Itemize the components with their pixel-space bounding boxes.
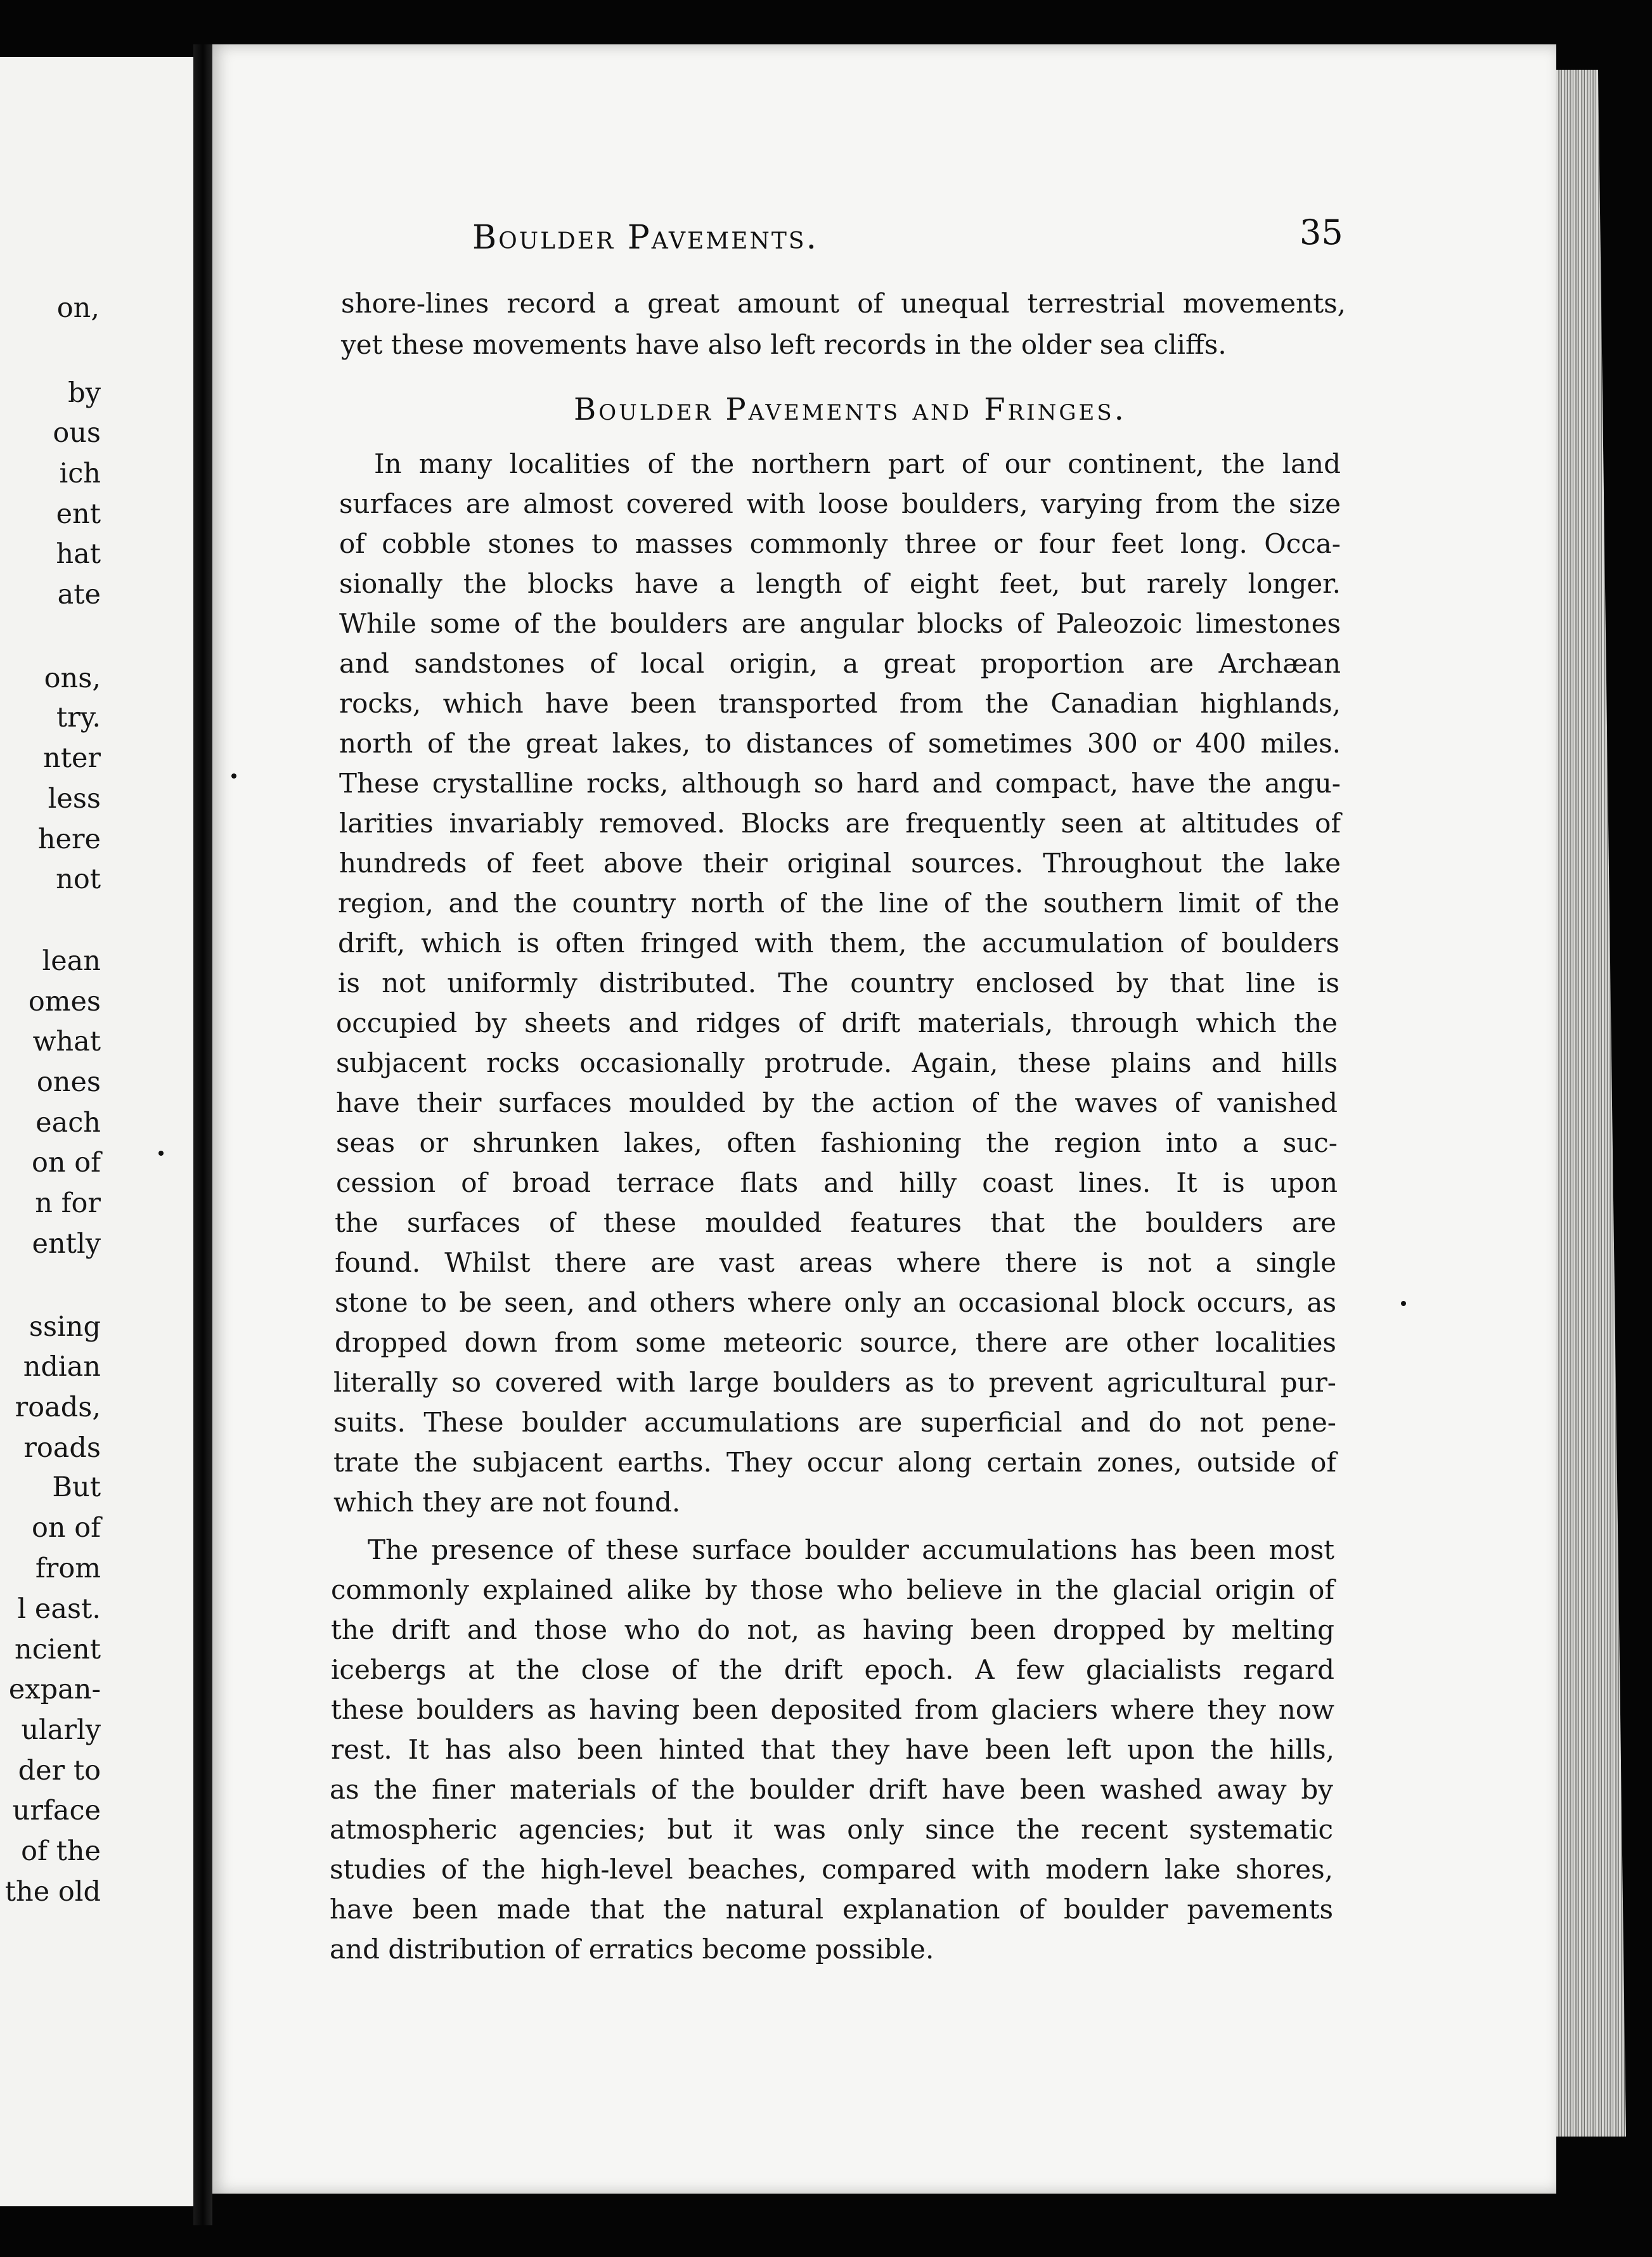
- left-page-fragment: here: [37, 824, 101, 855]
- body-line: hundreds of feet above their original sources. Throughout the lake: [339, 848, 1341, 879]
- left-page-fragment: on,: [56, 292, 100, 324]
- body-line: cession of broad terrace flats and hilly coast lines. It is upon: [336, 1167, 1338, 1198]
- book-gutter: [193, 44, 212, 2225]
- left-page-fragment: try.: [56, 702, 101, 734]
- left-page-fragment: ndian: [23, 1351, 101, 1383]
- left-page-fragment: roads,: [15, 1392, 101, 1423]
- body-line: drift, which is often fringed with them, the accumulation of boulders: [338, 928, 1339, 959]
- left-page-fragment: ous: [53, 417, 101, 449]
- page-stack-edge: [1556, 70, 1626, 2137]
- left-page-fragment: the old: [4, 1876, 101, 1908]
- page-number: 35: [1300, 212, 1343, 252]
- left-page-fragment: by: [68, 377, 101, 409]
- section-title: Boulder Pavements and Fringes.: [574, 392, 1126, 427]
- body-line: subjacent rocks occasionally protrude. Again, these plains and hills: [336, 1047, 1338, 1078]
- body-line: larities invariably removed. Blocks are frequently seen at altitudes of: [339, 808, 1341, 839]
- body-line: These crystalline rocks, although so hard and compact, have the angu-: [339, 768, 1341, 799]
- left-page-fragment: ate: [57, 579, 101, 611]
- left-page-fragment: omes: [28, 986, 101, 1018]
- body-line: shore-lines record a great amount of unequal terrestrial movements,: [341, 288, 1346, 319]
- left-page-fragment: expan-: [8, 1674, 101, 1705]
- left-page-edge: [0, 57, 193, 2206]
- body-line: icebergs at the close of the drift epoch. A few glacialists regard: [331, 1654, 1334, 1685]
- left-page-fragment: roads: [23, 1432, 101, 1464]
- left-page-fragment: hat: [56, 538, 101, 570]
- body-line: stone to be seen, and others where only an occasional block occurs, as: [335, 1287, 1336, 1318]
- body-line: the drift and those who do not, as having been dropped by melting: [331, 1614, 1334, 1645]
- body-line: rest. It has also been hinted that they have been left upon the hills,: [331, 1734, 1334, 1765]
- body-line: these boulders as having been deposited from glaciers where they now: [331, 1694, 1334, 1725]
- body-line: dropped down from some meteoric source, there are other localities: [335, 1327, 1336, 1358]
- ink-speck: [231, 773, 236, 779]
- left-page-fragment: ncient: [15, 1634, 101, 1665]
- left-page-fragment: ons,: [44, 663, 101, 694]
- body-line: is not uniformly distributed. The country enclosed by that line is: [338, 967, 1339, 999]
- left-page-fragment: ent: [56, 498, 101, 530]
- body-line: north of the great lakes, to distances of sometimes 300 or 400 miles.: [339, 728, 1341, 759]
- body-line: and sandstones of local origin, a great proportion are Archæan: [339, 648, 1341, 679]
- left-page-fragment: each: [35, 1107, 101, 1139]
- body-line: found. Whilst there are vast areas where there is not a single: [335, 1247, 1336, 1278]
- body-line: yet these movements have also left records in the older sea cliffs.: [341, 329, 1227, 360]
- body-line: as the finer materials of the boulder drift have been washed away by: [330, 1774, 1333, 1805]
- left-page-fragment: urface: [12, 1795, 101, 1827]
- body-line: seas or shrunken lakes, often fashioning the region into a suc-: [336, 1127, 1338, 1158]
- left-page-fragment: nter: [43, 742, 101, 774]
- left-page-fragment: n for: [35, 1187, 101, 1219]
- left-page-fragment: from: [35, 1553, 101, 1584]
- body-line: which they are not found.: [333, 1487, 681, 1518]
- body-line: surfaces are almost covered with loose boulders, varying from the size: [339, 488, 1341, 519]
- body-line: literally so covered with large boulders as to prevent agricultural pur-: [333, 1367, 1336, 1398]
- body-line: atmospheric agencies; but it was only since the recent systematic: [330, 1814, 1333, 1845]
- left-page-fragment: But: [52, 1471, 101, 1503]
- body-line: region, and the country north of the line of the southern limit of the: [338, 888, 1339, 919]
- ink-speck: [158, 1151, 164, 1156]
- left-page-fragment: on of: [31, 1512, 101, 1544]
- left-page-fragment: of the: [21, 1835, 101, 1867]
- left-page-fragment: ssing: [29, 1311, 101, 1343]
- left-page-fragment: lean: [42, 945, 101, 977]
- body-line: suits. These boulder accumulations are superficial and do not pene-: [333, 1407, 1336, 1438]
- body-line: In many localities of the northern part of our continent, the land: [374, 448, 1341, 479]
- left-page-fragment: der to: [18, 1755, 101, 1787]
- ink-speck: [1401, 1301, 1406, 1306]
- body-line: The presence of these surface boulder accumulations has been most: [368, 1534, 1334, 1565]
- running-head: Boulder Pavements.: [472, 219, 819, 257]
- body-line: of cobble stones to masses commonly three or four feet long. Occa-: [339, 528, 1341, 559]
- body-line: the surfaces of these moulded features that the boulders are: [335, 1207, 1336, 1238]
- left-page-fragment: ently: [32, 1228, 101, 1260]
- body-line: occupied by sheets and ridges of drift materials, through which the: [336, 1007, 1338, 1038]
- left-page-fragment: ich: [59, 458, 101, 489]
- body-line: sionally the blocks have a length of eight feet, but rarely longer.: [339, 568, 1341, 599]
- left-page-fragment: ones: [36, 1066, 101, 1098]
- body-line: trate the subjacent earths. They occur along certain zones, outside of: [333, 1447, 1336, 1478]
- left-page-fragment: less: [48, 783, 101, 815]
- body-line: rocks, which have been transported from the Canadian highlands,: [339, 688, 1341, 719]
- body-line: studies of the high-level beaches, compared with modern lake shores,: [330, 1854, 1333, 1885]
- left-page-fragment: what: [32, 1026, 101, 1057]
- left-page-fragment: l east.: [17, 1593, 101, 1625]
- body-line: have been made that the natural explanation of boulder pavements: [330, 1894, 1333, 1925]
- body-line: While some of the boulders are angular blocks of Paleozoic limestones: [339, 608, 1341, 639]
- body-line: have their surfaces moulded by the action of the waves of vanished: [336, 1087, 1338, 1118]
- left-page-fragment: ularly: [21, 1714, 101, 1746]
- left-page-fragment: not: [56, 863, 101, 895]
- body-line: commonly explained alike by those who believe in the glacial origin of: [331, 1574, 1334, 1605]
- body-line: and distribution of erratics become possible.: [330, 1934, 934, 1965]
- left-page-fragment: on of: [31, 1147, 101, 1179]
